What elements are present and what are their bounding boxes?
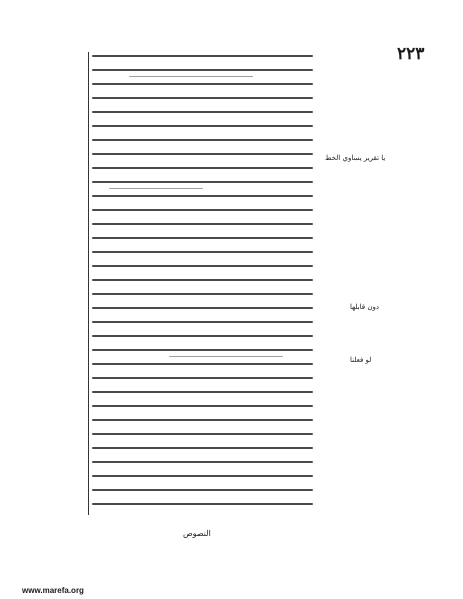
text-line [92,377,313,379]
text-line [92,139,313,141]
interlinear-gloss [129,76,253,77]
text-line [92,363,313,365]
website-footer: www.marefa.org [22,586,84,595]
text-line [92,251,313,253]
text-line [92,461,313,463]
text-line [92,97,313,99]
text-line [92,475,313,477]
text-line [92,391,313,393]
text-line [92,419,313,421]
text-line [92,321,313,323]
text-line [92,349,313,351]
text-line [92,195,313,197]
interlinear-gloss [169,356,283,357]
text-line [92,69,313,71]
text-line [92,489,313,491]
text-line [92,307,313,309]
text-line [92,237,313,239]
text-line [92,405,313,407]
text-line [92,111,313,113]
text-line [92,167,313,169]
margin-note-1: يا تقرير يساوي الخط [325,154,386,162]
text-line [92,181,313,183]
page-number: ٢٢٣ [397,44,425,64]
text-line [92,209,313,211]
text-line [92,447,313,449]
text-line [92,293,313,295]
text-line [92,265,313,267]
text-line [92,223,313,225]
text-line [92,83,313,85]
margin-note-3: لو فعلنا [350,356,372,364]
text-line [92,503,313,505]
margin-note-2: دون قابلها [350,303,379,311]
manuscript-text-block [88,52,313,515]
text-line [92,55,313,57]
text-line [92,279,313,281]
interlinear-gloss [109,188,203,189]
catchword: النصوص [183,529,211,538]
text-line [92,433,313,435]
text-line [92,125,313,127]
text-line [92,153,313,155]
text-line [92,335,313,337]
